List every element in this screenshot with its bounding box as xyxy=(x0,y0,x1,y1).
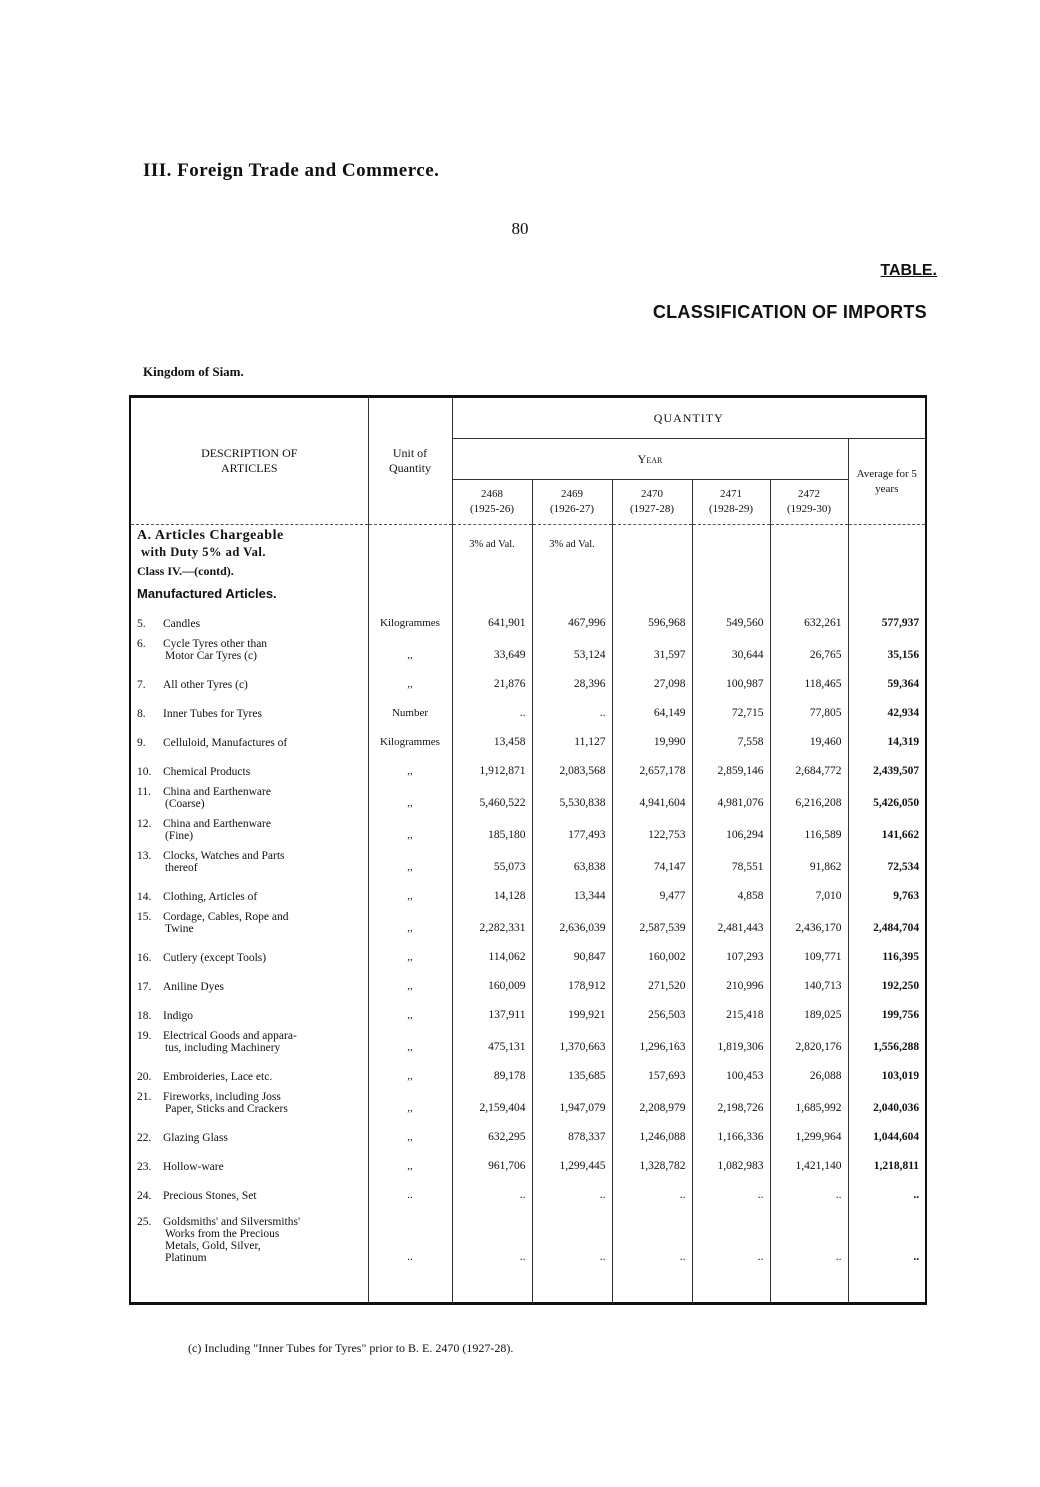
quantity-cell: 878,337 xyxy=(532,1118,612,1147)
quantity-cell: 11,127 xyxy=(532,723,612,752)
quantity-cell: 100,987 xyxy=(692,665,770,694)
quantity-cell: 135,685 xyxy=(532,1057,612,1086)
table-row xyxy=(130,665,926,694)
quantity-cell: 1,370,663 xyxy=(532,1025,612,1057)
article-description xyxy=(130,1118,368,1147)
article-name: Fireworks, including Joss xyxy=(163,1091,281,1103)
quantity-cell: 210,996 xyxy=(692,967,770,996)
quantity-cell: 26,088 xyxy=(770,1057,848,1086)
article-number: 25. xyxy=(137,1216,152,1228)
quantity-cell: 4,981,076 xyxy=(692,781,770,813)
table-row xyxy=(130,967,926,996)
quantity-cell: 632,261 xyxy=(770,604,848,633)
quantity-cell: 549,560 xyxy=(692,604,770,633)
article-name-continued: Motor Car Tyres (c) xyxy=(165,650,257,662)
quantity-cell: 72,715 xyxy=(692,694,770,723)
quantity-cell: 1,685,992 xyxy=(770,1086,848,1118)
duty-rate-2469: 3% ad Val. xyxy=(532,528,612,560)
quantity-cell: 5,530,838 xyxy=(532,781,612,813)
quantity-cell: 90,847 xyxy=(532,938,612,967)
quantity-cell: 2,436,170 xyxy=(770,906,848,938)
table-row xyxy=(130,845,926,877)
unit-cell: ,, xyxy=(368,1118,452,1147)
article-number: 15. xyxy=(137,911,152,923)
article-description xyxy=(130,781,368,813)
description-header-label: DESCRIPTION OF ARTICLES xyxy=(201,446,298,475)
quantity-cell: 199,921 xyxy=(532,996,612,1025)
article-name: China and Earthenware xyxy=(163,786,271,798)
quantity-cell: .. xyxy=(770,1176,848,1205)
year-ce: (1926-27) xyxy=(550,503,594,515)
table-row xyxy=(130,1147,926,1176)
quantity-cell: 6,216,208 xyxy=(770,781,848,813)
article-number: 6. xyxy=(137,638,146,650)
average-cell: 1,044,604 xyxy=(848,1118,926,1147)
year-column-header xyxy=(452,480,532,525)
article-description xyxy=(130,694,368,723)
article-name: Goldsmiths' and Silversmiths' xyxy=(163,1216,301,1228)
article-description xyxy=(130,752,368,781)
article-number: 16. xyxy=(137,952,152,964)
table-row xyxy=(130,723,926,752)
unit-cell: ,, xyxy=(368,996,452,1025)
article-number: 12. xyxy=(137,818,152,830)
quantity-cell: 5,460,522 xyxy=(452,781,532,813)
table-spacer-row xyxy=(130,1267,926,1303)
article-description xyxy=(130,604,368,633)
year-header: Year xyxy=(452,439,848,480)
average-cell: 14,319 xyxy=(848,723,926,752)
article-description xyxy=(130,938,368,967)
unit-cell: ,, xyxy=(368,781,452,813)
footnote: (c) Including "Inner Tubes for Tyres" prior to B. E. 2470 (1927-28). xyxy=(188,1341,514,1355)
article-number: 7. xyxy=(137,679,146,691)
unit-cell: .. xyxy=(368,1176,452,1205)
table-row xyxy=(130,1205,926,1267)
quantity-cell: 1,328,782 xyxy=(612,1147,692,1176)
section-heading: III. Foreign Trade and Commerce. xyxy=(143,160,440,181)
article-number: 9. xyxy=(137,737,146,749)
quantity-cell: 256,503 xyxy=(612,996,692,1025)
unit-cell: ,, xyxy=(368,633,452,665)
unit-cell: Kilogrammes xyxy=(368,604,452,633)
table-row xyxy=(130,938,926,967)
quantity-cell: 177,493 xyxy=(532,813,612,845)
quantity-cell: 160,009 xyxy=(452,967,532,996)
table-row xyxy=(130,1025,926,1057)
article-name: Inner Tubes for Tyres xyxy=(163,708,262,720)
article-number: 24. xyxy=(137,1190,152,1202)
table-title: CLASSIFICATION OF IMPORTS xyxy=(652,302,927,322)
year-ce: (1927-28) xyxy=(630,503,674,515)
quantity-cell: 467,996 xyxy=(532,604,612,633)
article-name: Candles xyxy=(163,618,201,630)
average-cell: 59,364 xyxy=(848,665,926,694)
quantity-cell: 961,706 xyxy=(452,1147,532,1176)
article-name: Electrical Goods and appara- xyxy=(163,1030,297,1042)
year-be: 2471 xyxy=(720,488,742,500)
quantity-cell: 2,159,404 xyxy=(452,1086,532,1118)
quantity-cell: .. xyxy=(612,1205,692,1267)
quantity-cell: 1,299,445 xyxy=(532,1147,612,1176)
quantity-cell: 2,198,726 xyxy=(692,1086,770,1118)
average-header: Average for 5 years xyxy=(848,439,926,525)
article-number: 17. xyxy=(137,981,152,993)
article-name: Embroideries, Lace etc. xyxy=(163,1071,273,1083)
quantity-cell: 77,805 xyxy=(770,694,848,723)
article-name: Indigo xyxy=(163,1010,194,1022)
quantity-cell: 157,693 xyxy=(612,1057,692,1086)
quantity-cell: .. xyxy=(452,694,532,723)
quantity-cell: 21,876 xyxy=(452,665,532,694)
quantity-cell: 55,073 xyxy=(452,845,532,877)
group-title-line2: with Duty 5% ad Val. xyxy=(141,545,266,559)
article-name-continued: Twine xyxy=(165,923,194,935)
year-be: 2469 xyxy=(561,488,583,500)
article-number: 21. xyxy=(137,1091,152,1103)
average-cell: 2,040,036 xyxy=(848,1086,926,1118)
quantity-cell: 641,901 xyxy=(452,604,532,633)
table-row xyxy=(130,1057,926,1086)
quantity-cell: 475,131 xyxy=(452,1025,532,1057)
article-description xyxy=(130,906,368,938)
article-name: Cutlery (except Tools) xyxy=(163,952,267,964)
article-name: Celluloid, Manufactures of xyxy=(163,737,288,749)
quantity-cell: 33,649 xyxy=(452,633,532,665)
table-body xyxy=(130,525,926,1304)
article-name: Glazing Glass xyxy=(163,1132,228,1144)
average-cell: 42,934 xyxy=(848,694,926,723)
quantity-cell: 189,025 xyxy=(770,996,848,1025)
quantity-cell: 74,147 xyxy=(612,845,692,877)
quantity-cell: .. xyxy=(532,1176,612,1205)
article-name: Cordage, Cables, Rope and xyxy=(163,911,289,923)
article-description xyxy=(130,845,368,877)
year-be: 2468 xyxy=(481,488,503,500)
article-number: 8. xyxy=(137,708,146,720)
year-column-header xyxy=(692,480,770,525)
quantity-cell: 178,912 xyxy=(532,967,612,996)
quantity-cell: 13,458 xyxy=(452,723,532,752)
quantity-cell: 4,858 xyxy=(692,877,770,906)
article-name: Clocks, Watches and Parts xyxy=(163,850,285,862)
average-cell: 192,250 xyxy=(848,967,926,996)
group-title-line1: A. Articles Chargeable xyxy=(137,528,284,543)
quantity-cell: 2,481,443 xyxy=(692,906,770,938)
article-name-continued: (Coarse) xyxy=(165,798,205,810)
class-label: Class IV.—(contd). xyxy=(130,560,368,582)
year-column-header xyxy=(612,480,692,525)
quantity-cell: 118,465 xyxy=(770,665,848,694)
quantity-cell: 2,636,039 xyxy=(532,906,612,938)
article-number: 10. xyxy=(137,766,152,778)
quantity-cell: 100,453 xyxy=(692,1057,770,1086)
article-name: China and Earthenware xyxy=(163,818,271,830)
quantity-cell: 2,859,146 xyxy=(692,752,770,781)
quantity-cell: 9,477 xyxy=(612,877,692,906)
quantity-cell: 140,713 xyxy=(770,967,848,996)
quantity-cell: 1,296,163 xyxy=(612,1025,692,1057)
article-description xyxy=(130,967,368,996)
quantity-cell: 31,597 xyxy=(612,633,692,665)
quantity-cell: .. xyxy=(452,1176,532,1205)
quantity-cell: .. xyxy=(452,1205,532,1267)
year-ce: (1929-30) xyxy=(787,503,831,515)
article-name: All other Tyres (c) xyxy=(163,679,248,691)
table-row xyxy=(130,1176,926,1205)
average-cell: 103,019 xyxy=(848,1057,926,1086)
country-label: Kingdom of Siam. xyxy=(143,364,244,379)
quantity-cell: 122,753 xyxy=(612,813,692,845)
unit-cell: ,, xyxy=(368,1147,452,1176)
table-row xyxy=(130,633,926,665)
year-column-header xyxy=(770,480,848,525)
unit-cell: .. xyxy=(368,1205,452,1267)
quantity-cell: .. xyxy=(692,1176,770,1205)
quantity-cell: 1,299,964 xyxy=(770,1118,848,1147)
group-title-cell xyxy=(130,528,368,560)
quantity-cell: 2,587,539 xyxy=(612,906,692,938)
table-row xyxy=(130,781,926,813)
table-label: TABLE. xyxy=(880,262,937,279)
article-description xyxy=(130,813,368,845)
article-name-continued: thereof xyxy=(165,862,198,874)
quantity-cell: .. xyxy=(770,1205,848,1267)
quantity-cell: 78,551 xyxy=(692,845,770,877)
duty-rate-2468: 3% ad Val. xyxy=(452,528,532,560)
table-row xyxy=(130,1118,926,1147)
year-ce: (1925-26) xyxy=(470,503,514,515)
average-cell: 72,534 xyxy=(848,845,926,877)
year-ce: (1928-29) xyxy=(709,503,753,515)
quantity-cell: 2,083,568 xyxy=(532,752,612,781)
average-cell: 141,662 xyxy=(848,813,926,845)
article-name: Cycle Tyres other than xyxy=(163,638,268,650)
average-cell: 1,218,811 xyxy=(848,1147,926,1176)
unit-cell: ,, xyxy=(368,665,452,694)
table-row xyxy=(130,877,926,906)
quantity-header: QUANTITY xyxy=(452,397,926,439)
unit-cell: ,, xyxy=(368,967,452,996)
subheading-row xyxy=(130,582,926,604)
quantity-cell: 137,911 xyxy=(452,996,532,1025)
article-name: Chemical Products xyxy=(163,766,251,778)
quantity-cell: 19,460 xyxy=(770,723,848,752)
quantity-cell: 632,295 xyxy=(452,1118,532,1147)
year-be: 2472 xyxy=(798,488,820,500)
quantity-cell: .. xyxy=(532,694,612,723)
article-number: 11. xyxy=(137,786,151,798)
article-description xyxy=(130,1025,368,1057)
article-number: 20. xyxy=(137,1071,152,1083)
page-number: 80 xyxy=(511,219,529,238)
quantity-cell: 185,180 xyxy=(452,813,532,845)
article-description xyxy=(130,1205,368,1267)
article-description xyxy=(130,877,368,906)
quantity-cell: 215,418 xyxy=(692,996,770,1025)
unit-cell: ,, xyxy=(368,938,452,967)
unit-cell: ,, xyxy=(368,1057,452,1086)
quantity-cell: 116,589 xyxy=(770,813,848,845)
article-name-continued: tus, including Machinery xyxy=(165,1042,281,1054)
article-number: 22. xyxy=(137,1132,152,1144)
average-cell: 2,439,507 xyxy=(848,752,926,781)
unit-cell: Number xyxy=(368,694,452,723)
imports-table xyxy=(129,395,927,1305)
article-name: Clothing, Articles of xyxy=(163,891,258,903)
article-description xyxy=(130,996,368,1025)
table-row xyxy=(130,1086,926,1118)
quantity-cell: 2,208,979 xyxy=(612,1086,692,1118)
article-number: 19. xyxy=(137,1030,152,1042)
unit-cell: ,, xyxy=(368,906,452,938)
quantity-cell: 1,166,336 xyxy=(692,1118,770,1147)
quantity-cell: 19,990 xyxy=(612,723,692,752)
quantity-cell: 2,282,331 xyxy=(452,906,532,938)
unit-cell: ,, xyxy=(368,877,452,906)
quantity-cell: 107,293 xyxy=(692,938,770,967)
article-description xyxy=(130,665,368,694)
quantity-cell: 1,246,088 xyxy=(612,1118,692,1147)
article-description xyxy=(130,633,368,665)
table-row xyxy=(130,752,926,781)
article-number: 18. xyxy=(137,1010,152,1022)
table-row xyxy=(130,694,926,723)
average-cell: 9,763 xyxy=(848,877,926,906)
article-name-continued: (Fine) xyxy=(165,830,194,842)
unit-header xyxy=(368,397,452,525)
quantity-cell: 106,294 xyxy=(692,813,770,845)
article-name-continued: Works from the Precious xyxy=(165,1228,280,1240)
article-name-continued: Platinum xyxy=(165,1252,207,1264)
quantity-cell: 30,644 xyxy=(692,633,770,665)
average-cell: .. xyxy=(848,1205,926,1267)
quantity-cell: 13,344 xyxy=(532,877,612,906)
unit-cell: Kilogrammes xyxy=(368,723,452,752)
quantity-cell: 63,838 xyxy=(532,845,612,877)
quantity-cell: 53,124 xyxy=(532,633,612,665)
quantity-cell: 1,947,079 xyxy=(532,1086,612,1118)
quantity-cell: 91,862 xyxy=(770,845,848,877)
quantity-cell: 2,820,176 xyxy=(770,1025,848,1057)
quantity-cell: 7,010 xyxy=(770,877,848,906)
quantity-cell: 1,819,306 xyxy=(692,1025,770,1057)
quantity-cell: 1,082,983 xyxy=(692,1147,770,1176)
unit-cell: ,, xyxy=(368,813,452,845)
unit-cell: ,, xyxy=(368,845,452,877)
average-cell: 2,484,704 xyxy=(848,906,926,938)
quantity-cell: 1,421,140 xyxy=(770,1147,848,1176)
group-title-row xyxy=(130,528,926,560)
average-cell: 1,556,288 xyxy=(848,1025,926,1057)
quantity-cell: 2,657,178 xyxy=(612,752,692,781)
average-cell: 199,756 xyxy=(848,996,926,1025)
unit-cell: ,, xyxy=(368,1025,452,1057)
quantity-cell: 89,178 xyxy=(452,1057,532,1086)
unit-cell: ,, xyxy=(368,1086,452,1118)
article-number: 5. xyxy=(137,618,146,630)
average-cell: .. xyxy=(848,1176,926,1205)
article-number: 14. xyxy=(137,891,152,903)
quantity-cell: 114,062 xyxy=(452,938,532,967)
article-description xyxy=(130,723,368,752)
quantity-cell: 1,912,871 xyxy=(452,752,532,781)
average-cell: 116,395 xyxy=(848,938,926,967)
year-be: 2470 xyxy=(641,488,663,500)
description-header xyxy=(130,397,368,525)
article-description xyxy=(130,1057,368,1086)
average-cell: 35,156 xyxy=(848,633,926,665)
table-row xyxy=(130,906,926,938)
article-name: Precious Stones, Set xyxy=(163,1190,257,1202)
average-cell: 5,426,050 xyxy=(848,781,926,813)
unit-header-label: Unit of Quantity xyxy=(389,446,431,475)
table-row xyxy=(130,813,926,845)
table-row xyxy=(130,604,926,633)
average-cell: 577,937 xyxy=(848,604,926,633)
quantity-cell: 26,765 xyxy=(770,633,848,665)
quantity-cell: .. xyxy=(692,1205,770,1267)
article-number: 13. xyxy=(137,850,152,862)
quantity-cell: 4,941,604 xyxy=(612,781,692,813)
quantity-cell: .. xyxy=(532,1205,612,1267)
quantity-cell: 2,684,772 xyxy=(770,752,848,781)
article-description xyxy=(130,1086,368,1118)
article-name-continued: Metals, Gold, Silver, xyxy=(165,1240,261,1252)
article-name: Aniline Dyes xyxy=(163,981,225,993)
quantity-cell: 160,002 xyxy=(612,938,692,967)
article-description xyxy=(130,1147,368,1176)
quantity-cell: 14,128 xyxy=(452,877,532,906)
quantity-cell: 64,149 xyxy=(612,694,692,723)
quantity-cell: 7,558 xyxy=(692,723,770,752)
subheading-label: Manufactured Articles. xyxy=(130,582,368,604)
table-row xyxy=(130,996,926,1025)
article-number: 23. xyxy=(137,1161,152,1173)
quantity-cell: 28,396 xyxy=(532,665,612,694)
article-name: Hollow-ware xyxy=(163,1161,224,1173)
year-column-header xyxy=(532,480,612,525)
quantity-cell: 27,098 xyxy=(612,665,692,694)
quantity-cell: 109,771 xyxy=(770,938,848,967)
class-row xyxy=(130,560,926,582)
quantity-cell: .. xyxy=(612,1176,692,1205)
unit-cell: ,, xyxy=(368,752,452,781)
quantity-cell: 271,520 xyxy=(612,967,692,996)
article-name-continued: Paper, Sticks and Crackers xyxy=(165,1103,288,1115)
article-description xyxy=(130,1176,368,1205)
quantity-cell: 596,968 xyxy=(612,604,692,633)
